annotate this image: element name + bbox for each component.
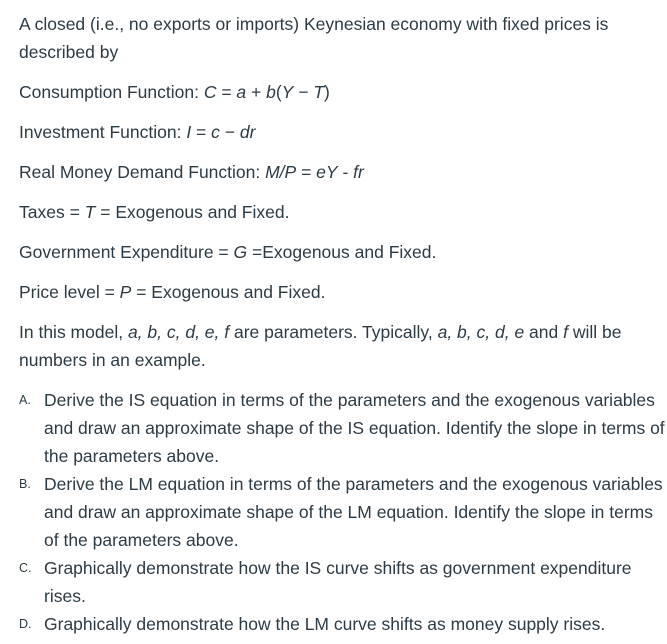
question-text: Graphically demonstrate how the LM curve shifts as money supply rises.: [44, 614, 606, 634]
question-text: Graphically demonstrate how the IS curve shifts as government expenditure rises.: [44, 558, 632, 606]
government-line: Government Expenditure = G =Exogenous and Fixed.: [19, 242, 437, 262]
question-item-a: [19, 386, 667, 470]
money-demand-function: Real Money Demand Function: M/P = eY - fr: [19, 162, 364, 182]
question-marker: B.: [19, 477, 31, 491]
question-text: Derive the IS equation in terms of the parameters and the exogenous variables and draw an approximate shape of the IS equation. Identify the slope in terms of the parameters above.: [44, 390, 665, 466]
parameters-paragraph: In this model, a, b, c, d, e, f are parameters. Typically, a, b, c, d, e and f will be numbers in an example.: [19, 322, 622, 370]
question-marker: A.: [19, 393, 31, 407]
investment-function: Investment Function: I = c − dr: [19, 122, 256, 142]
question-item-c: [19, 554, 667, 610]
intro-line-1: A closed (i.e., no exports or imports) Keynesian economy with fixed prices is: [19, 14, 609, 34]
price-line: Price level = P = Exogenous and Fixed.: [19, 282, 326, 302]
taxes-line: Taxes = T = Exogenous and Fixed.: [19, 202, 290, 222]
question-marker: D.: [19, 617, 32, 631]
question-marker: C.: [19, 561, 32, 575]
intro-paragraph: [19, 10, 667, 66]
question-text: Derive the LM equation in terms of the parameters and the exogenous variables and draw an approximate shape of the LM equation. Identify the slope in terms of the parameters above.: [44, 474, 663, 550]
question-item-b: [19, 470, 667, 554]
consumption-function: Consumption Function: C = a + b(Y − T): [19, 82, 330, 102]
intro-line-2: described by: [19, 42, 119, 62]
question-item-d: [19, 610, 667, 638]
question-list: [19, 386, 667, 638]
document-body: [19, 10, 667, 638]
